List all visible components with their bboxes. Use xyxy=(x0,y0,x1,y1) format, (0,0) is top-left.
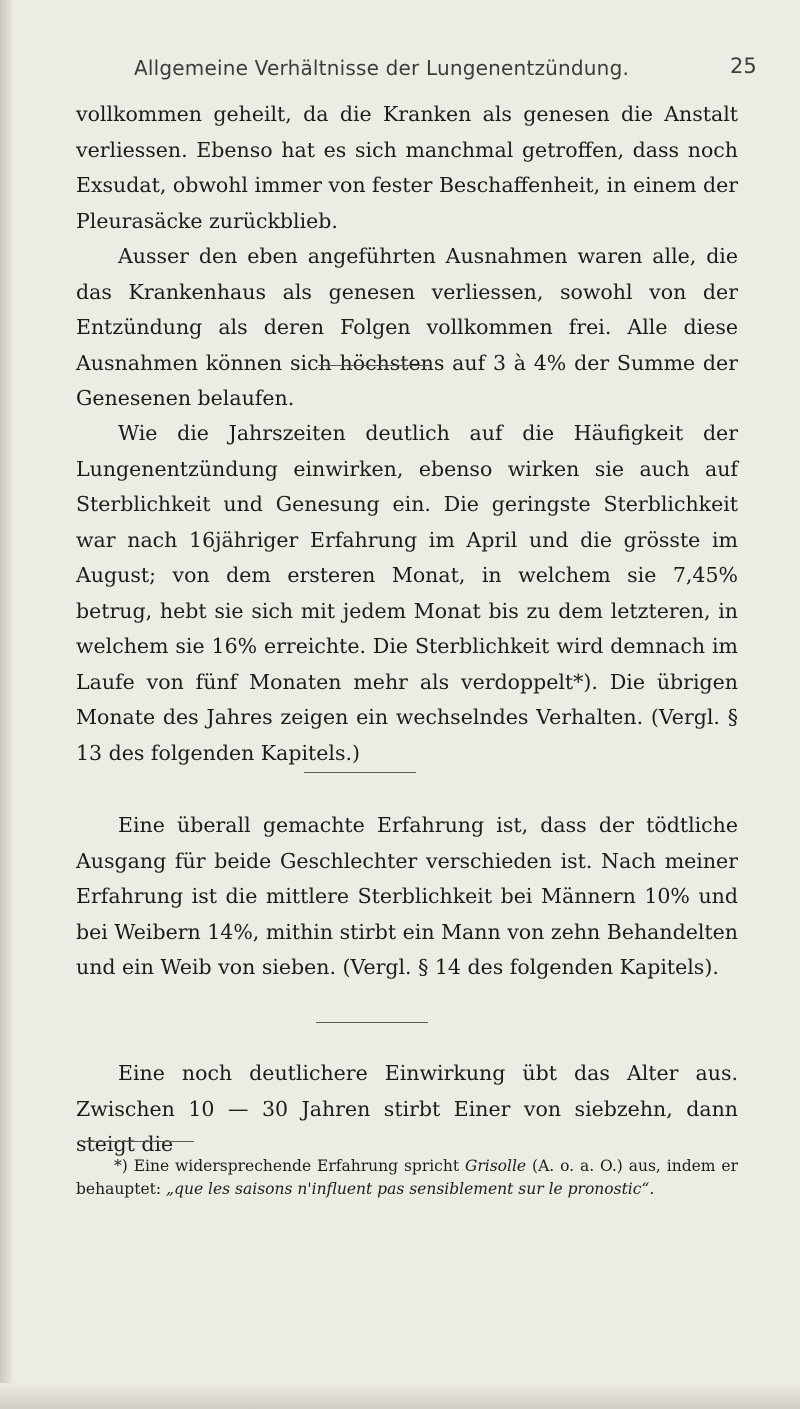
footnote-rule xyxy=(84,1141,194,1142)
footnote-text-before: *) Eine widersprechende Erfahrung spricht xyxy=(114,1157,465,1175)
section-divider xyxy=(316,1022,428,1023)
paragraph-5: Eine noch deutlichere Einwirkung übt das Alter aus. Zwischen 10 — 30 Jahren stirbt Einer von siebzehn, dann steigt die xyxy=(76,1061,738,1156)
footnote-author: Grisolle xyxy=(464,1157,527,1175)
paragraph-4: Eine überall gemachte Erfahrung ist, dass der tödtliche Ausgang für beide Geschlechter verschieden ist. Nach meiner Erfahrung ist die mittlere Sterblichkeit bei Männern 10% und bei Weibern 14%, mithin stirbt ein Mann von zehn Behandelten und ein Weib von sieben. (Vergl. § 14 des folgenden Kapitels). xyxy=(76,813,738,979)
paragraph-3: Wie die Jahrszeiten deutlich auf die Häufigkeit der Lungenentzündung einwirken, ebenso wirken sie auch auf Sterblichkeit und Genesung ein. Die geringste Sterblichkeit war nach 16jähriger Erfahrung im April und die grösste im August; von dem ersteren Monat, in welchem sie 7,45% betrug, hebt sie sich mit jedem Monat bis zu dem letzteren, in welchem sie 16% erreichte. Die Sterblichkeit wird demnach im Laufe von fünf Monaten mehr als verdoppelt*). Die übrigen Monate des Jahres zeigen ein wechselndes Verhalten. (Vergl. § 13 des folgenden Kapitels.) xyxy=(76,421,738,765)
section-divider xyxy=(318,365,430,366)
footnote-quote: „que les saisons n'influent pas sensiblement sur le pronostic“. xyxy=(166,1180,655,1198)
page-bottom-shadow xyxy=(0,1383,800,1409)
section-divider xyxy=(304,772,416,773)
footnote xyxy=(76,1155,738,1201)
footnote-text-middle: (A. o. a. O.) aus, indem er behauptet: xyxy=(76,1157,738,1198)
paragraph-1: vollkommen geheilt, da die Kranken als genesen die Anstalt verliessen. Ebenso hat es sich manchmal getroffen, dass noch Exsudat, obwohl immer von fester Beschaffenheit, in einem der Pleurasäcke zurückblieb. xyxy=(76,102,738,233)
running-title: Allgemeine Verhältnisse der Lungenentzündung. xyxy=(134,56,630,80)
paragraph-2: Ausser den eben angeführten Ausnahmen waren alle, die das Krankenhaus als genesen verliessen, sowohl von der Entzündung als deren Folgen vollkommen frei. Alle diese Ausnahmen können sich höchstens auf 3 à 4% der Summe der Genesenen belaufen. xyxy=(76,244,738,410)
page-number: 25 xyxy=(730,54,757,78)
page-edge-shadow xyxy=(0,0,14,1409)
